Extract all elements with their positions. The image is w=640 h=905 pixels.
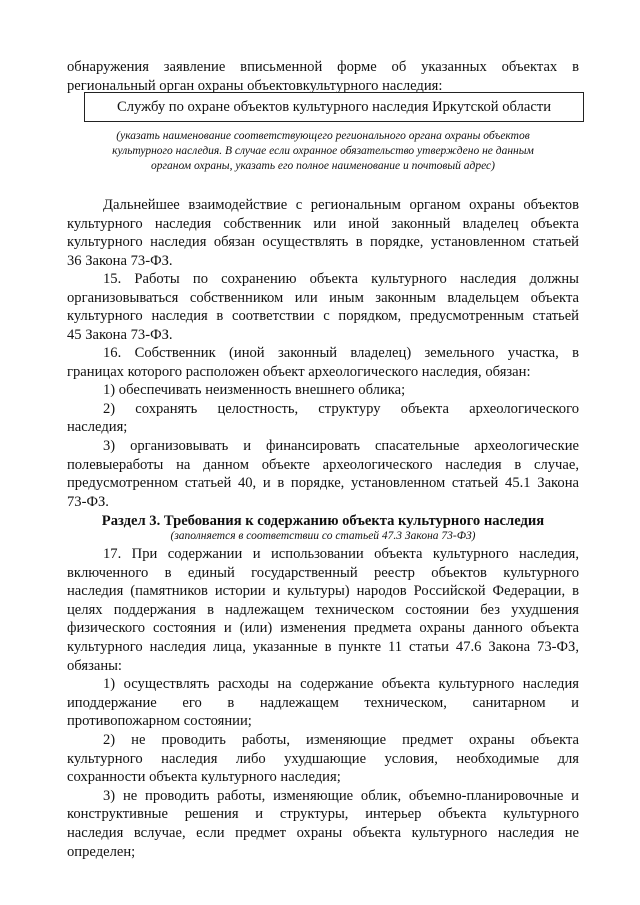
intro-paragraph: [67, 58, 579, 95]
list-item-continuation: наследия;: [67, 419, 128, 436]
regional-organ-name-box: Службу по охране объектов культурного наследия Иркутской области: [84, 92, 584, 122]
list-item-continuation: предусмотренном статьей 40, и в порядке, установленном статьей 45.1 Закона: [67, 475, 579, 492]
interaction-paragraph: [67, 196, 579, 270]
list-item-continuation: полевыеработы на данном объекте археологического наследия в случае,: [67, 456, 579, 473]
text-line: включенного в единый государственный реестр объектов культурного: [67, 564, 579, 581]
text-line: культурного наследия лица, указанные в пункте 11 статьи 47.6 Закона 73-ФЗ,: [67, 638, 579, 655]
text-line: границах которого расположен объект археологического наследия, обязан:: [67, 363, 531, 380]
list-item-continuation: определен;: [67, 843, 136, 860]
list-item-continuation: наследия вслучае, если предмет охраны объекта культурного наследия не: [67, 824, 579, 841]
text-line: культурного наследия обязан осуществлять в порядке, установленном статьей: [67, 234, 579, 251]
paragraph-17: [67, 545, 579, 861]
section-3-title: Раздел 3. Требования к содержанию объекта культурного наследия: [101, 513, 545, 529]
text-line: наследия (памятников истории и культуры) народов Российской Федерации, в: [67, 583, 579, 600]
list-item: 1) обеспечивать неизменность внешнего облика;: [103, 382, 406, 399]
text-line: 45 Закона 73-ФЗ.: [67, 326, 173, 343]
hint-line: (указать наименование соответствующего регионального органа охраны объектов: [116, 130, 530, 142]
list-item-continuation: иподдержание его в надлежащем техническом, санитарном и: [67, 694, 579, 711]
text-line: организовываться собственником или иным законным владельцем объекта: [67, 289, 579, 306]
text-line: целях поддержания в надлежащем техническом состоянии без ухудшения: [67, 601, 579, 618]
paragraph-16: [67, 344, 579, 511]
text-line: культурного наследия собственник или иной законный владелец объекта: [67, 215, 579, 232]
list-item: 2) не проводить работы, изменяющие предмет охраны объекта: [103, 731, 579, 748]
text-line: обязаны:: [67, 657, 122, 674]
hint-line: органом охраны, указать его полное наименование и почтовый адрес): [151, 160, 495, 172]
hint-line: культурного наследия. В случае если охранное обязательство утверждено не данным: [112, 145, 534, 157]
text-line: 36 Закона 73-ФЗ.: [67, 252, 173, 269]
text-line: культурного наследия в соответствии с порядком, предусмотренным статьей: [67, 308, 579, 325]
text-line: 15. Работы по сохранению объекта культурного наследия должны: [103, 271, 579, 287]
list-item-continuation: противопожарном состоянии;: [67, 713, 252, 730]
list-item: 3) не проводить работы, изменяющие облик, объемно-планировочные и: [103, 787, 579, 804]
text-line: региональный орган охраны объектовкультурного наследия:: [67, 77, 443, 94]
list-item-continuation: сохранности объекта культурного наследия;: [67, 769, 341, 786]
paragraph-15: [67, 270, 579, 344]
list-item-continuation: конструктивные решения и структуры, интерьер объекта культурного: [67, 806, 579, 823]
text-line: физического состояния и (или) изменения предмета охраны данного объекта: [67, 620, 579, 637]
organ-name-hint: [67, 129, 579, 174]
list-item: 3) организовывать и финансировать спасательные археологические: [103, 437, 579, 454]
section-3-note: (заполняется в соответствии со статьей 47.3 Закона 73-ФЗ): [170, 530, 476, 542]
list-item: 2) сохранять целостность, структуру объекта археологического: [103, 400, 579, 417]
text-line: обнаружения заявление вписьменной форме об указанных объектах в: [67, 59, 579, 75]
list-item: 1) осуществлять расходы на содержание объекта культурного наследия: [103, 676, 579, 693]
text-line: 16. Собственник (иной законный владелец) земельного участка, в: [103, 345, 579, 361]
list-item-continuation: культурного наследия либо ухудшающие условия, необходимые для: [67, 750, 579, 767]
text-line: 17. При содержании и использовании объекта культурного наследия,: [103, 546, 579, 562]
list-item-continuation: 73-ФЗ.: [67, 493, 109, 510]
text-line: Дальнейшее взаимодействие с региональным органом охраны объектов: [103, 197, 579, 213]
